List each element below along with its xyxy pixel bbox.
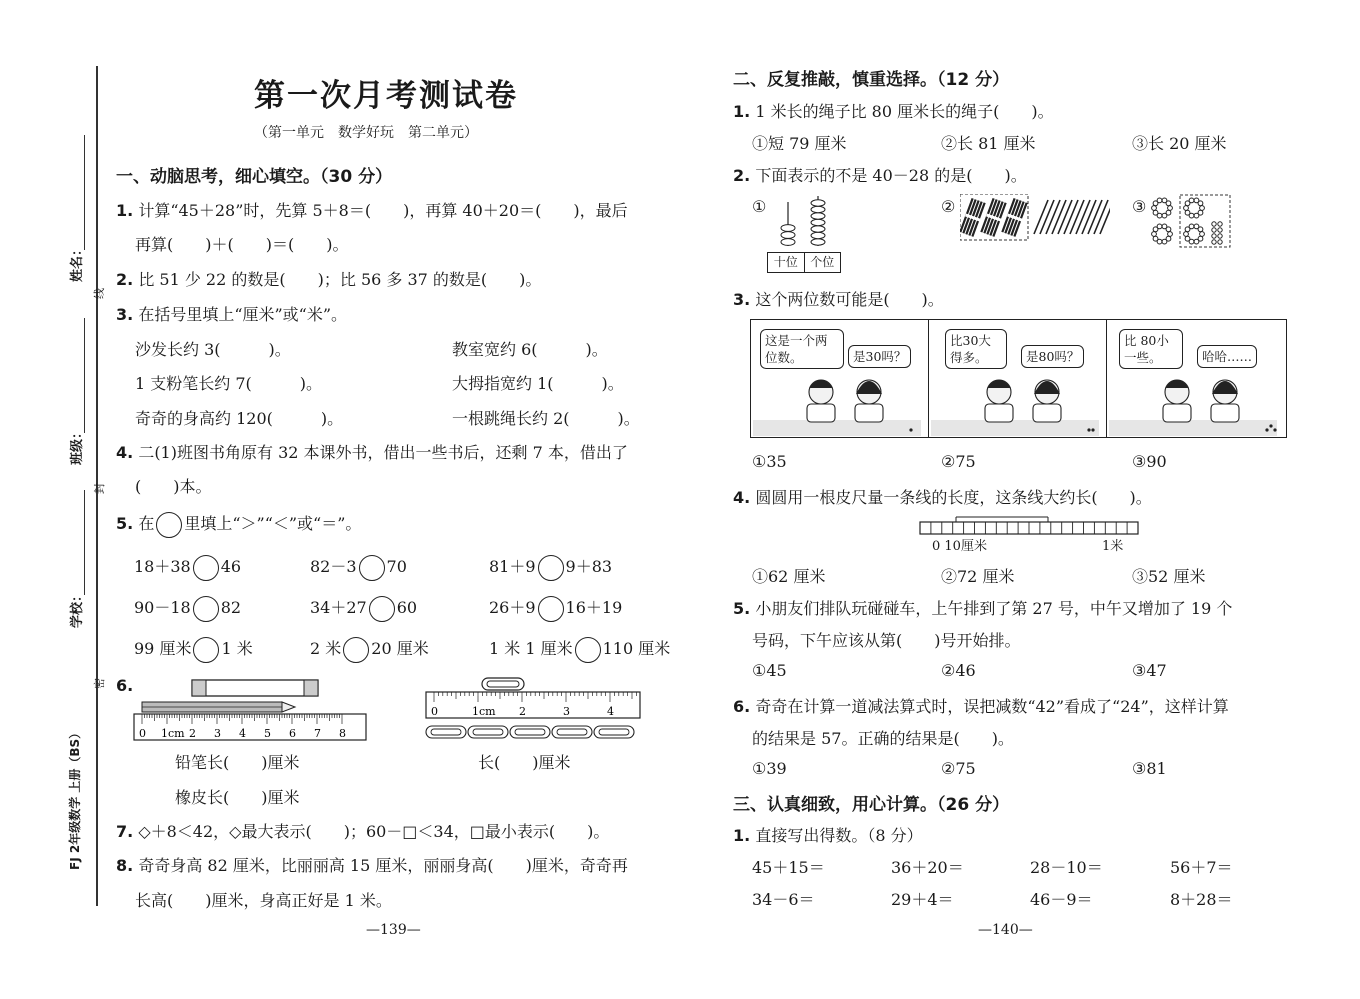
ruler-tick-label: 5	[264, 727, 271, 740]
speech-bubble: 哈哈……	[1197, 345, 1257, 368]
r3-number: 3.	[733, 290, 751, 309]
compare-left: 34＋27	[310, 598, 367, 617]
school-blank-line	[84, 490, 85, 595]
ruler-tick-label: 6	[289, 727, 296, 740]
ruler-tick-label: 4	[607, 705, 614, 718]
answer-circle[interactable]	[193, 596, 219, 622]
class-blank-line	[84, 318, 85, 433]
r5-text-line2: 号码，下午应该从第( )号开始排。	[752, 631, 1021, 650]
name-blank-line	[84, 135, 85, 250]
answer-circle[interactable]	[538, 596, 564, 622]
calc-item: 29＋4＝	[891, 890, 954, 909]
choice-option[interactable]: ①短 79 厘米	[752, 134, 847, 153]
compare-right: 82	[220, 598, 242, 617]
compare-right: 20 厘米	[371, 639, 429, 658]
choice-option[interactable]: ①45	[752, 661, 787, 680]
choice-option[interactable]: ③47	[1132, 661, 1167, 680]
calc-item: 46－9＝	[1030, 890, 1093, 909]
choice-option[interactable]: ②	[941, 197, 956, 216]
q5-number: 5.	[116, 514, 134, 533]
abacus-ones-label: 个位	[810, 255, 835, 269]
ruler-tick-label: 7	[314, 727, 321, 740]
choice-option[interactable]: ③	[1132, 197, 1147, 216]
compare-right: 60	[396, 598, 418, 617]
choice-option[interactable]: ②46	[941, 661, 976, 680]
compare-right: 70	[386, 557, 407, 576]
stick-bundles-icon	[960, 194, 1110, 242]
r6-text: 奇奇在计算一道减法算式时，误把减数“42”看成了“24”，这样计算	[755, 697, 1229, 716]
calc-item: 34－6＝	[752, 890, 815, 909]
clip-ruler-figure	[422, 676, 644, 746]
dot-groups-icon	[1148, 194, 1234, 250]
q1-text: 计算“45＋28”时，先算 5＋8＝( )，再算 40＋20＝( )，最后	[138, 201, 628, 220]
q7-number: 7.	[116, 822, 134, 841]
speech-bubble: 是30吗？	[848, 345, 911, 368]
compare-right: 46	[220, 557, 242, 576]
pencil-ruler-figure	[130, 676, 375, 746]
ruler-tick-label: 3	[214, 727, 221, 740]
q6-number: 6.	[116, 676, 134, 695]
q3-number: 3.	[116, 305, 134, 324]
compare-right: 16＋19	[565, 598, 623, 617]
r3-text: 这个两位数可能是( )。	[755, 290, 944, 309]
school-label: 学校：	[70, 588, 85, 628]
c1-number: 1.	[733, 826, 751, 845]
choice-option[interactable]: ②75	[941, 759, 976, 778]
speech-bubble: 这是一个两位数。	[760, 329, 844, 369]
q2-number: 2.	[116, 270, 134, 289]
chain-length-blank: 长( )厘米	[478, 753, 571, 772]
choice-option[interactable]: ③90	[1132, 452, 1167, 471]
q8-text: 奇奇身高 82 厘米，比丽丽高 15 厘米，丽丽身高( )厘米，奇奇再	[138, 856, 628, 875]
compare-left: 18＋38	[134, 557, 191, 576]
choice-option[interactable]: ②72 厘米	[941, 567, 1015, 586]
ruler-tick-label: 2	[189, 727, 196, 740]
choice-option[interactable]: ①39	[752, 759, 787, 778]
q1-number: 1.	[116, 201, 134, 220]
secret-mark: 密	[93, 678, 106, 689]
r5-number: 5.	[733, 599, 751, 618]
ruler-tick-label: 0	[139, 727, 146, 740]
answer-circle[interactable]	[193, 637, 219, 663]
ruler-tick-label: 1cm	[161, 727, 185, 740]
ruler-tick-label: 0	[431, 705, 438, 718]
section-2-heading: 二、反复推敲，慎重选择。（12 分）	[733, 70, 1010, 90]
choice-option[interactable]: ①62 厘米	[752, 567, 826, 586]
choice-option[interactable]: ①	[752, 197, 767, 216]
q3-text: 在括号里填上“厘米”或“米”。	[138, 305, 348, 324]
compare-left: 82－3	[310, 557, 357, 576]
calc-item: 45＋15＝	[752, 858, 825, 877]
q8-text-line2: 长高( )厘米，身高正好是 1 米。	[135, 891, 392, 910]
answer-circle[interactable]	[193, 555, 219, 581]
q3-item: 1 支粉笔长约 7( )。	[135, 374, 323, 393]
q4-number: 4.	[116, 443, 134, 462]
page-title: 第一次月考测试卷	[254, 78, 518, 114]
q5-text-pre: 在	[138, 514, 155, 533]
ruler-tick-label: 4	[239, 727, 246, 740]
speech-bubble: 比 80小一些。	[1119, 329, 1183, 369]
r6-text-line2: 的结果是 57。正确的结果是( )。	[752, 729, 1014, 748]
pencil-length-blank: 铅笔长( )厘米	[175, 753, 300, 772]
r1-text: 1 米长的绳子比 80 厘米长的绳子( )。	[755, 102, 1054, 121]
q4-text: 二(1)班图书角原有 32 本课外书，借出一些书后，还剩 7 本，借出了	[138, 443, 628, 462]
paper-clip-icon	[482, 678, 524, 690]
c1-text: 直接写出得数。（8 分）	[755, 826, 923, 845]
abacus-icon	[766, 194, 842, 254]
compare-right: 110 厘米	[602, 639, 671, 658]
compare-left: 99 厘米	[134, 639, 192, 658]
r2-number: 2.	[733, 166, 751, 185]
abacus-tens-label: 十位	[768, 253, 805, 272]
q4-text-line2: ( )本。	[135, 477, 212, 496]
name-label: 姓名：	[70, 242, 85, 282]
calc-item: 28－10＝	[1030, 858, 1103, 877]
answer-circle[interactable]	[575, 637, 601, 663]
choice-option[interactable]: ③81	[1132, 759, 1167, 778]
r5-text: 小朋友们排队玩碰碰车，上午排到了第 27 号，中午又增加了 19 个	[755, 599, 1233, 618]
r4-text: 圆圆用一根皮尺量一条线的长度，这条线大约长( )。	[755, 488, 1152, 507]
q3-item: 沙发长约 3( )。	[135, 340, 291, 359]
tape-label-start: 0 10厘米	[932, 539, 987, 554]
choice-option[interactable]: ②75	[941, 452, 976, 471]
answer-circle[interactable]	[538, 555, 564, 581]
compare-left: 2 米	[310, 639, 342, 658]
q3-item: 教室宽约 6( )。	[452, 340, 608, 359]
choice-option[interactable]: ③长 20 厘米	[1132, 134, 1227, 153]
ruler-tick-label: 3	[563, 705, 570, 718]
book-label: FJ 2年级数学 上册（BS）	[68, 726, 82, 870]
section-1-heading: 一、动脑思考，细心填空。（30 分）	[116, 167, 393, 187]
q3-item: 大拇指宽约 1( )。	[452, 374, 624, 393]
q3-item: 奇奇的身高约 120( )。	[135, 409, 344, 428]
q7-text: ◇＋8＜42，◇最大表示( )；60－□＜34，□最小表示( )。	[138, 822, 610, 841]
line-mark: 线	[93, 288, 106, 299]
compare-left: 81＋9	[489, 557, 536, 576]
r4-number: 4.	[733, 488, 751, 507]
r1-number: 1.	[733, 102, 751, 121]
q1-text-line2: 再算( )＋( )＝( )。	[135, 235, 349, 254]
q5-text-post: 里填上“＞”“＜”或“＝”。	[184, 514, 362, 533]
choice-option[interactable]: ②长 81 厘米	[941, 134, 1036, 153]
tape-label-end: 1米	[1102, 539, 1124, 554]
compare-right: 9＋83	[565, 557, 613, 576]
calc-item: 8＋28＝	[1170, 890, 1233, 909]
page-subtitle: （第一单元 数学好玩 第二单元）	[254, 125, 478, 141]
eraser-icon	[192, 680, 318, 696]
page-number-right: —140—	[978, 922, 1033, 938]
comic-strip	[750, 319, 1287, 438]
answer-circle[interactable]	[369, 596, 395, 622]
choice-option[interactable]: ③52 厘米	[1132, 567, 1206, 586]
speech-bubble: 是80吗？	[1021, 345, 1084, 368]
compare-left: 1 米 1 厘米	[489, 639, 573, 658]
class-label: 班级：	[70, 425, 85, 465]
seal-mark: 封	[93, 483, 106, 494]
ruler-tick-label: 1cm	[472, 705, 496, 718]
answer-circle[interactable]	[359, 555, 385, 581]
paper-clip-chain-icon	[426, 726, 634, 738]
ruler-tick-label: 2	[519, 705, 526, 718]
q8-number: 8.	[116, 856, 134, 875]
choice-option[interactable]: ①35	[752, 452, 787, 471]
r6-number: 6.	[733, 697, 751, 716]
ruler-tick-label: 8	[339, 727, 346, 740]
q3-item: 一根跳绳长约 2( )。	[452, 409, 640, 428]
page-number-left: —139—	[366, 922, 421, 938]
compare-left: 26＋9	[489, 598, 536, 617]
eraser-length-blank: 橡皮长( )厘米	[175, 788, 300, 807]
calc-item: 36＋20＝	[891, 858, 964, 877]
compare-left: 90－18	[134, 598, 191, 617]
pencil-icon	[142, 702, 295, 712]
answer-circle[interactable]	[343, 637, 369, 663]
speech-bubble: 比30大得多。	[945, 329, 1007, 369]
calc-item: 56＋7＝	[1170, 858, 1233, 877]
r2-text: 下面表示的不是 40－28 的是( )。	[755, 166, 1027, 185]
compare-circle-icon	[156, 512, 182, 538]
q2-text: 比 51 少 22 的数是( )；比 56 多 37 的数是( )。	[138, 270, 542, 289]
compare-right: 1 米	[221, 639, 253, 658]
section-3-heading: 三、认真细致，用心计算。（26 分）	[733, 795, 1010, 815]
